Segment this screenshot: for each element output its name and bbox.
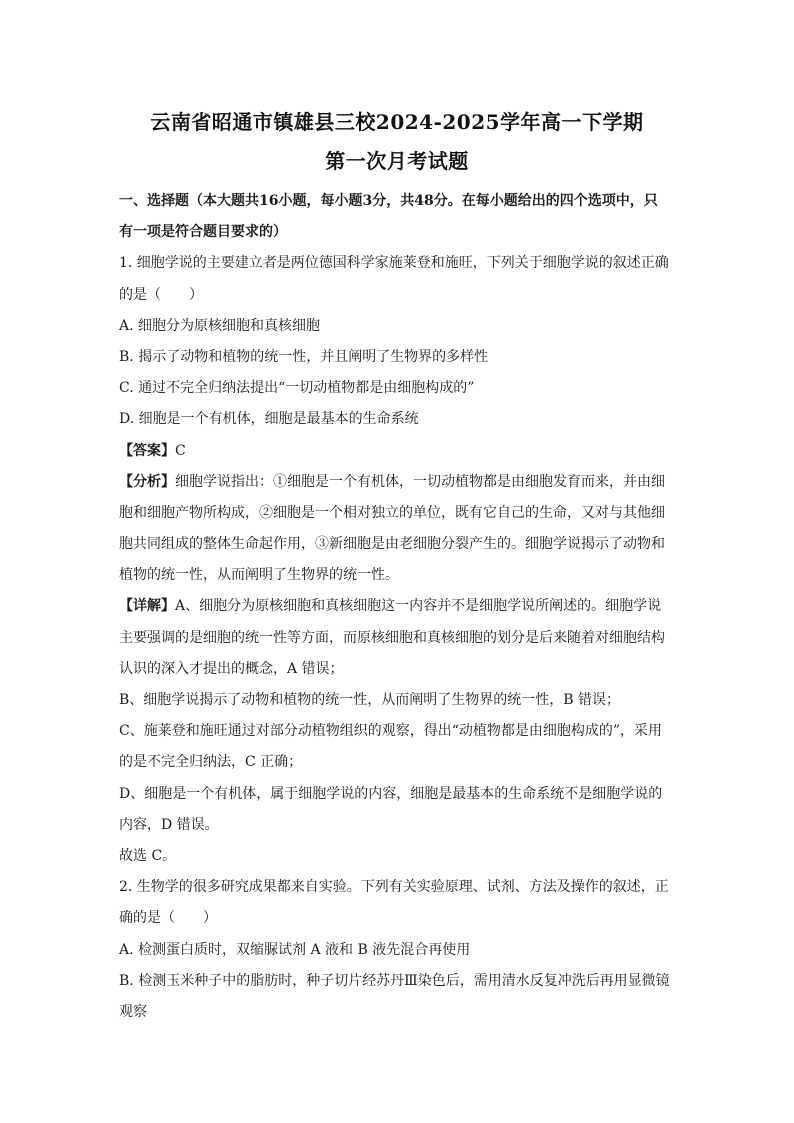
question-1-stem: 1. 细胞学说的主要建立者是两位德国科学家施莱登和施旺，下列关于细胞学说的叙述正确 bbox=[119, 255, 669, 272]
question-1-analysis-cont: 胞共同组成的整体生命起作用，③新细胞是由老细胞分裂产生的。细胞学说揭示了动物和 bbox=[119, 536, 665, 553]
question-1-detail-cont: D、细胞是一个有机体，属于细胞学说的内容，细胞是最基本的生命系统不是细胞学说的 bbox=[119, 785, 663, 802]
question-1-detail-cont: 认识的深入才提出的概念，A 错误； bbox=[119, 660, 344, 677]
question-1-analysis-cont: 胞和细胞产物所构成，②细胞是一个相对独立的单位，既有它自己的生命，又对与其他细 bbox=[119, 504, 665, 521]
question-1-analysis-cont: 植物的统一性，从而阐明了生物界的统一性。 bbox=[119, 567, 399, 584]
question-1-detail-cont: 的是不完全归纳法，C 正确； bbox=[119, 754, 303, 771]
analysis-text: 细胞学说指出：①细胞是一个有机体，一切动植物都是由细胞发育而来，并由细 bbox=[175, 473, 665, 490]
question-2-option-a: A. 检测蛋白质时，双缩脲试剂 A 液和 B 液先混合再使用 bbox=[119, 941, 471, 958]
question-2-option-b-cont: 观察 bbox=[119, 1003, 147, 1020]
question-1-detail-cont: 内容，D 错误。 bbox=[119, 816, 219, 833]
detail-tag: 【详解】 bbox=[119, 598, 175, 615]
question-1-detail-cont: C、施莱登和施旺通过对部分动植物组织的观察，得出“动植物都是由细胞构成的”，采用 bbox=[119, 723, 663, 740]
section-heading-cont: 有一项是符合题目要求的） bbox=[119, 224, 287, 241]
answer-value: C bbox=[175, 442, 186, 459]
analysis-tag: 【分析】 bbox=[119, 473, 175, 490]
question-1-conclusion: 故选 C。 bbox=[119, 847, 177, 864]
question-1-analysis bbox=[119, 467, 679, 498]
question-1-detail-cont: 主要强调的是细胞的统一性等方面，而原核细胞和真核细胞的划分是后来随着对细胞结构 bbox=[119, 629, 665, 646]
question-2-stem-cont: 确的是（ ） bbox=[119, 910, 217, 927]
question-1-option-b: B. 揭示了动物和植物的统一性，并且阐明了生物界的多样性 bbox=[119, 348, 489, 365]
question-1-answer bbox=[119, 436, 679, 467]
question-2-stem: 2. 生物学的很多研究成果都来自实验。下列有关实验原理、试剂、方法及操作的叙述，正 bbox=[119, 879, 669, 896]
question-1-detail-cont: B、细胞学说揭示了动物和植物的统一性，从而阐明了生物界的统一性，B 错误； bbox=[119, 692, 621, 708]
document-body bbox=[119, 186, 679, 1028]
detail-text: A、细胞分为原核细胞和真核细胞这一内容并不是细胞学说所阐述的。细胞学说 bbox=[175, 598, 662, 615]
question-1-detail bbox=[119, 591, 679, 622]
question-2-option-b: B. 检测玉米种子中的脂肪时，种子切片经苏丹Ⅲ染色后，需用清水反复冲洗后再用显微镜 bbox=[119, 972, 670, 989]
answer-tag: 【答案】 bbox=[119, 442, 175, 459]
question-1-option-c: C. 通过不完全归纳法提出“一切动植物都是由细胞构成的” bbox=[119, 380, 475, 397]
question-1-option-d: D. 细胞是一个有机体，细胞是最基本的生命系统 bbox=[119, 411, 419, 428]
section-heading: 一、选择题（本大题共16小题，每小题3分，共48分。在每小题给出的四个选项中，只 bbox=[119, 193, 658, 209]
question-1-option-a: A. 细胞分为原核细胞和真核细胞 bbox=[119, 317, 321, 334]
question-1-stem-cont: 的是（ ） bbox=[119, 286, 203, 303]
document-title-line2: 第一次月考试题 bbox=[325, 149, 469, 173]
document-title-line1: 云南省昭通市镇雄县三校2024-2025学年高一下学期 bbox=[150, 110, 644, 134]
